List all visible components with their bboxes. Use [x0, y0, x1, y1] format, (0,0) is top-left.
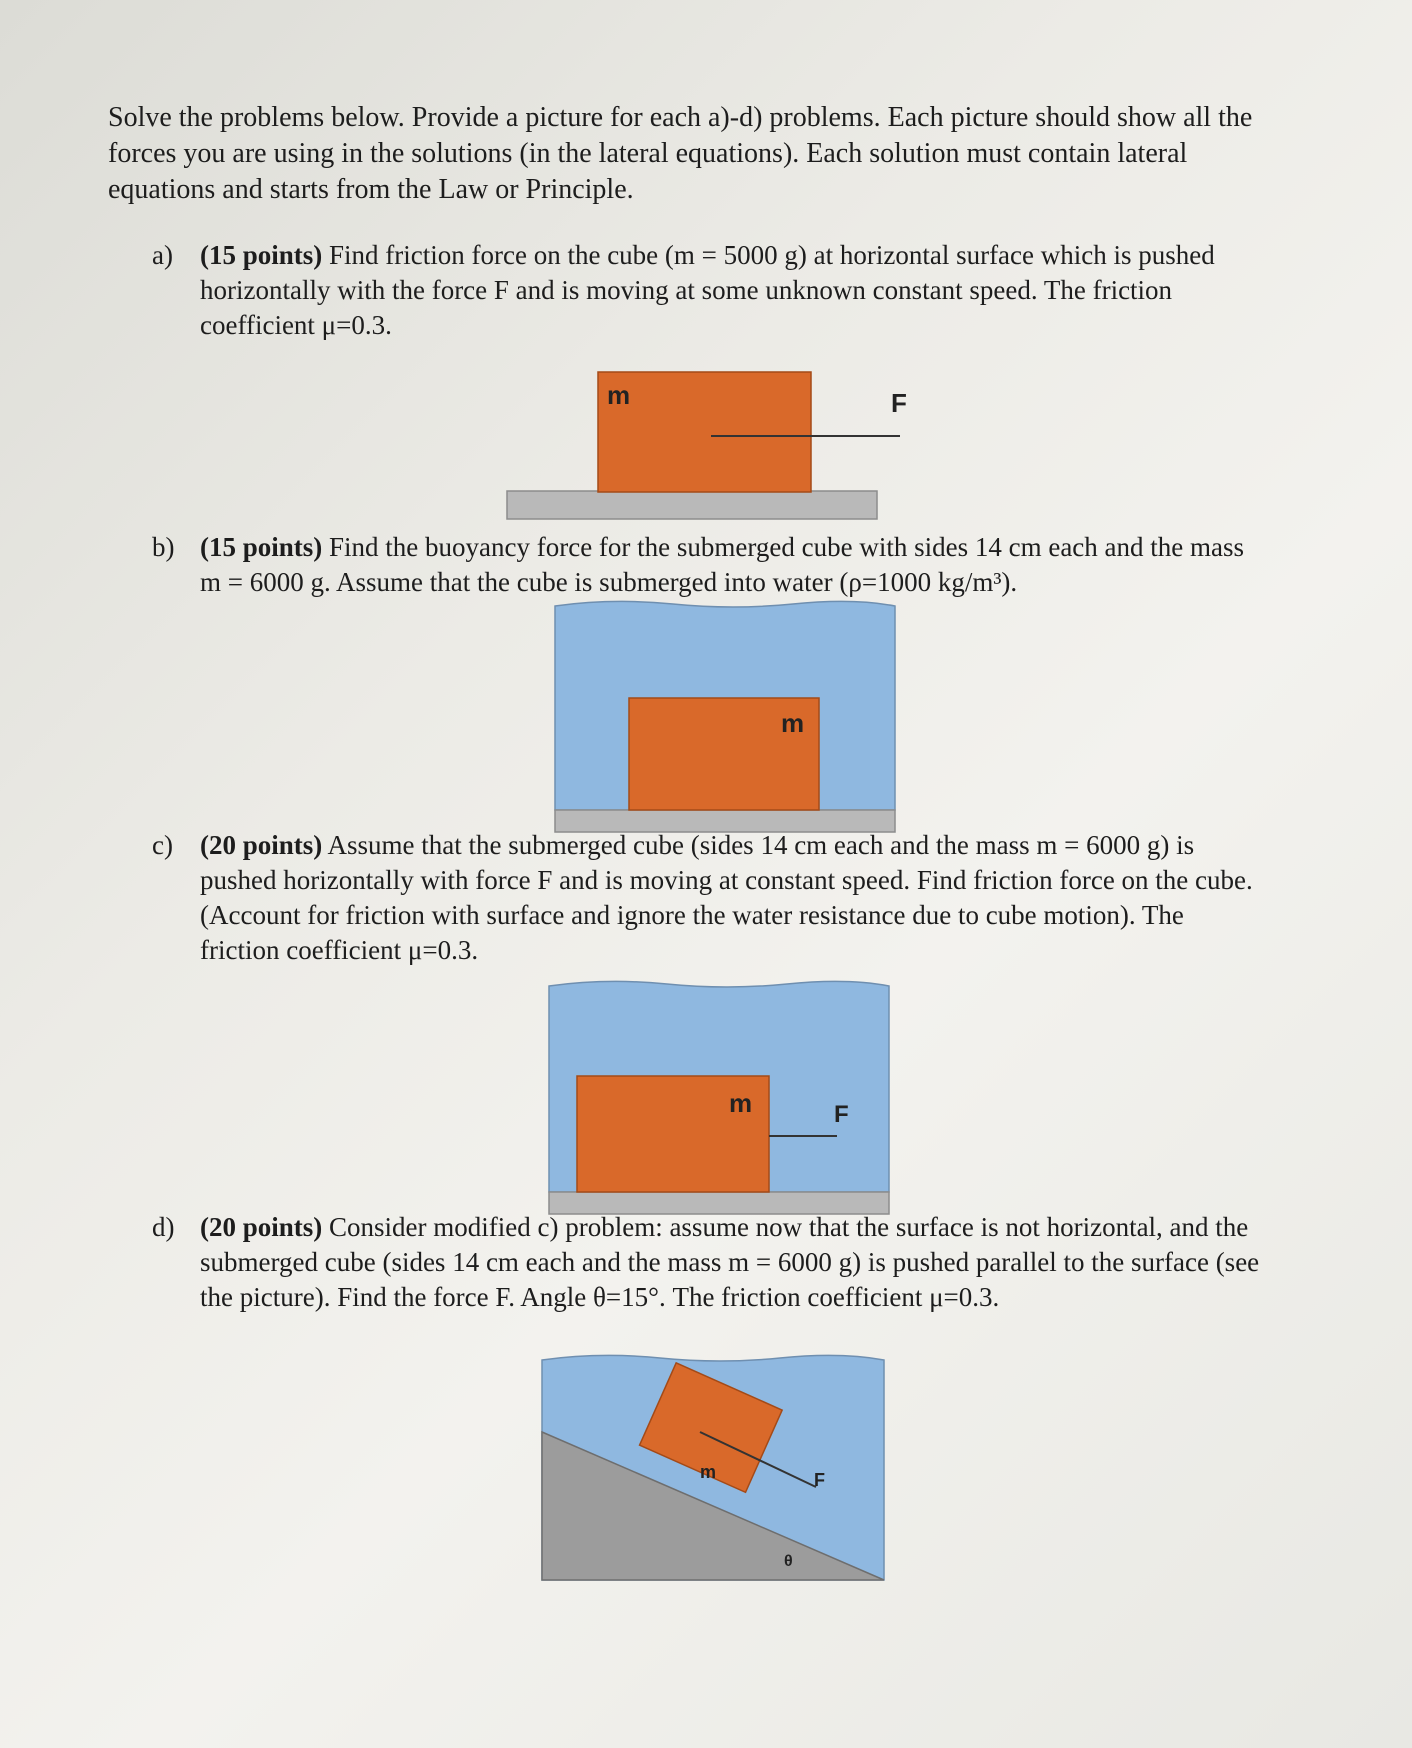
problem-a — [152, 238, 1262, 343]
figure-a — [505, 368, 907, 524]
problem-b — [152, 530, 1262, 600]
force-label: F — [891, 388, 907, 418]
mass-label: m — [700, 1462, 717, 1482]
problem-letter: c) — [152, 830, 173, 860]
problem-points: (20 points) — [200, 1212, 323, 1242]
problem-d — [152, 1210, 1262, 1315]
problem-text: Assume that the submerged cube (sides 14 cm each and the mass m = 6000 g) is pushed horizontally with force F and is moving at constant speed. Find friction force on the cube. (Account for friction with surface and ignore the water resistance due to cube motion). The friction coefficient μ=0.3. — [200, 830, 1253, 965]
problem-letter: d) — [152, 1212, 175, 1242]
mass-label: m — [781, 708, 805, 738]
problem-text: Find the buoyancy force for the submerged cube with sides 14 cm each and the mass m = 6000 g. Assume that the cube is submerged into water (ρ=1000 kg/m³). — [200, 532, 1245, 597]
mass-label: m — [729, 1088, 753, 1118]
force-label: F — [834, 1101, 849, 1128]
figure-d — [540, 1352, 886, 1584]
problem-text: Find friction force on the cube (m = 5000 g) at horizontal surface which is pushed horizontally with the force F and is moving at some unknown constant speed. The friction coefficient μ=0.3. — [200, 240, 1215, 340]
problem-points: (15 points) — [200, 532, 323, 562]
figure-c — [547, 978, 891, 1216]
angle-label: θ — [784, 1553, 793, 1570]
problem-c — [152, 828, 1262, 968]
problem-points: (20 points) — [200, 830, 323, 860]
problem-text: Consider modified c) problem: assume now that the surface is not horizontal, and the submerged cube (sides 14 cm each and the mass m = 6000 g) is pushed parallel to the surface (see the picture). Find the force F. Angle θ=15°. The friction coefficient μ=0.3. — [200, 1212, 1260, 1312]
ground-surface — [507, 491, 877, 519]
problem-points: (15 points) — [200, 240, 323, 270]
problem-letter: b) — [152, 532, 175, 562]
mass-label: m — [607, 380, 631, 410]
instructions-paragraph: Solve the problems below. Provide a picture for each a)-d) problems. Each picture should show all the forces you are using in the solutions (in the lateral equations). Each solution must contain lateral equations and starts from the Law or Principle. — [108, 102, 1253, 205]
figure-b — [553, 598, 897, 836]
problem-letter: a) — [152, 240, 173, 270]
force-label: F — [814, 1470, 825, 1490]
